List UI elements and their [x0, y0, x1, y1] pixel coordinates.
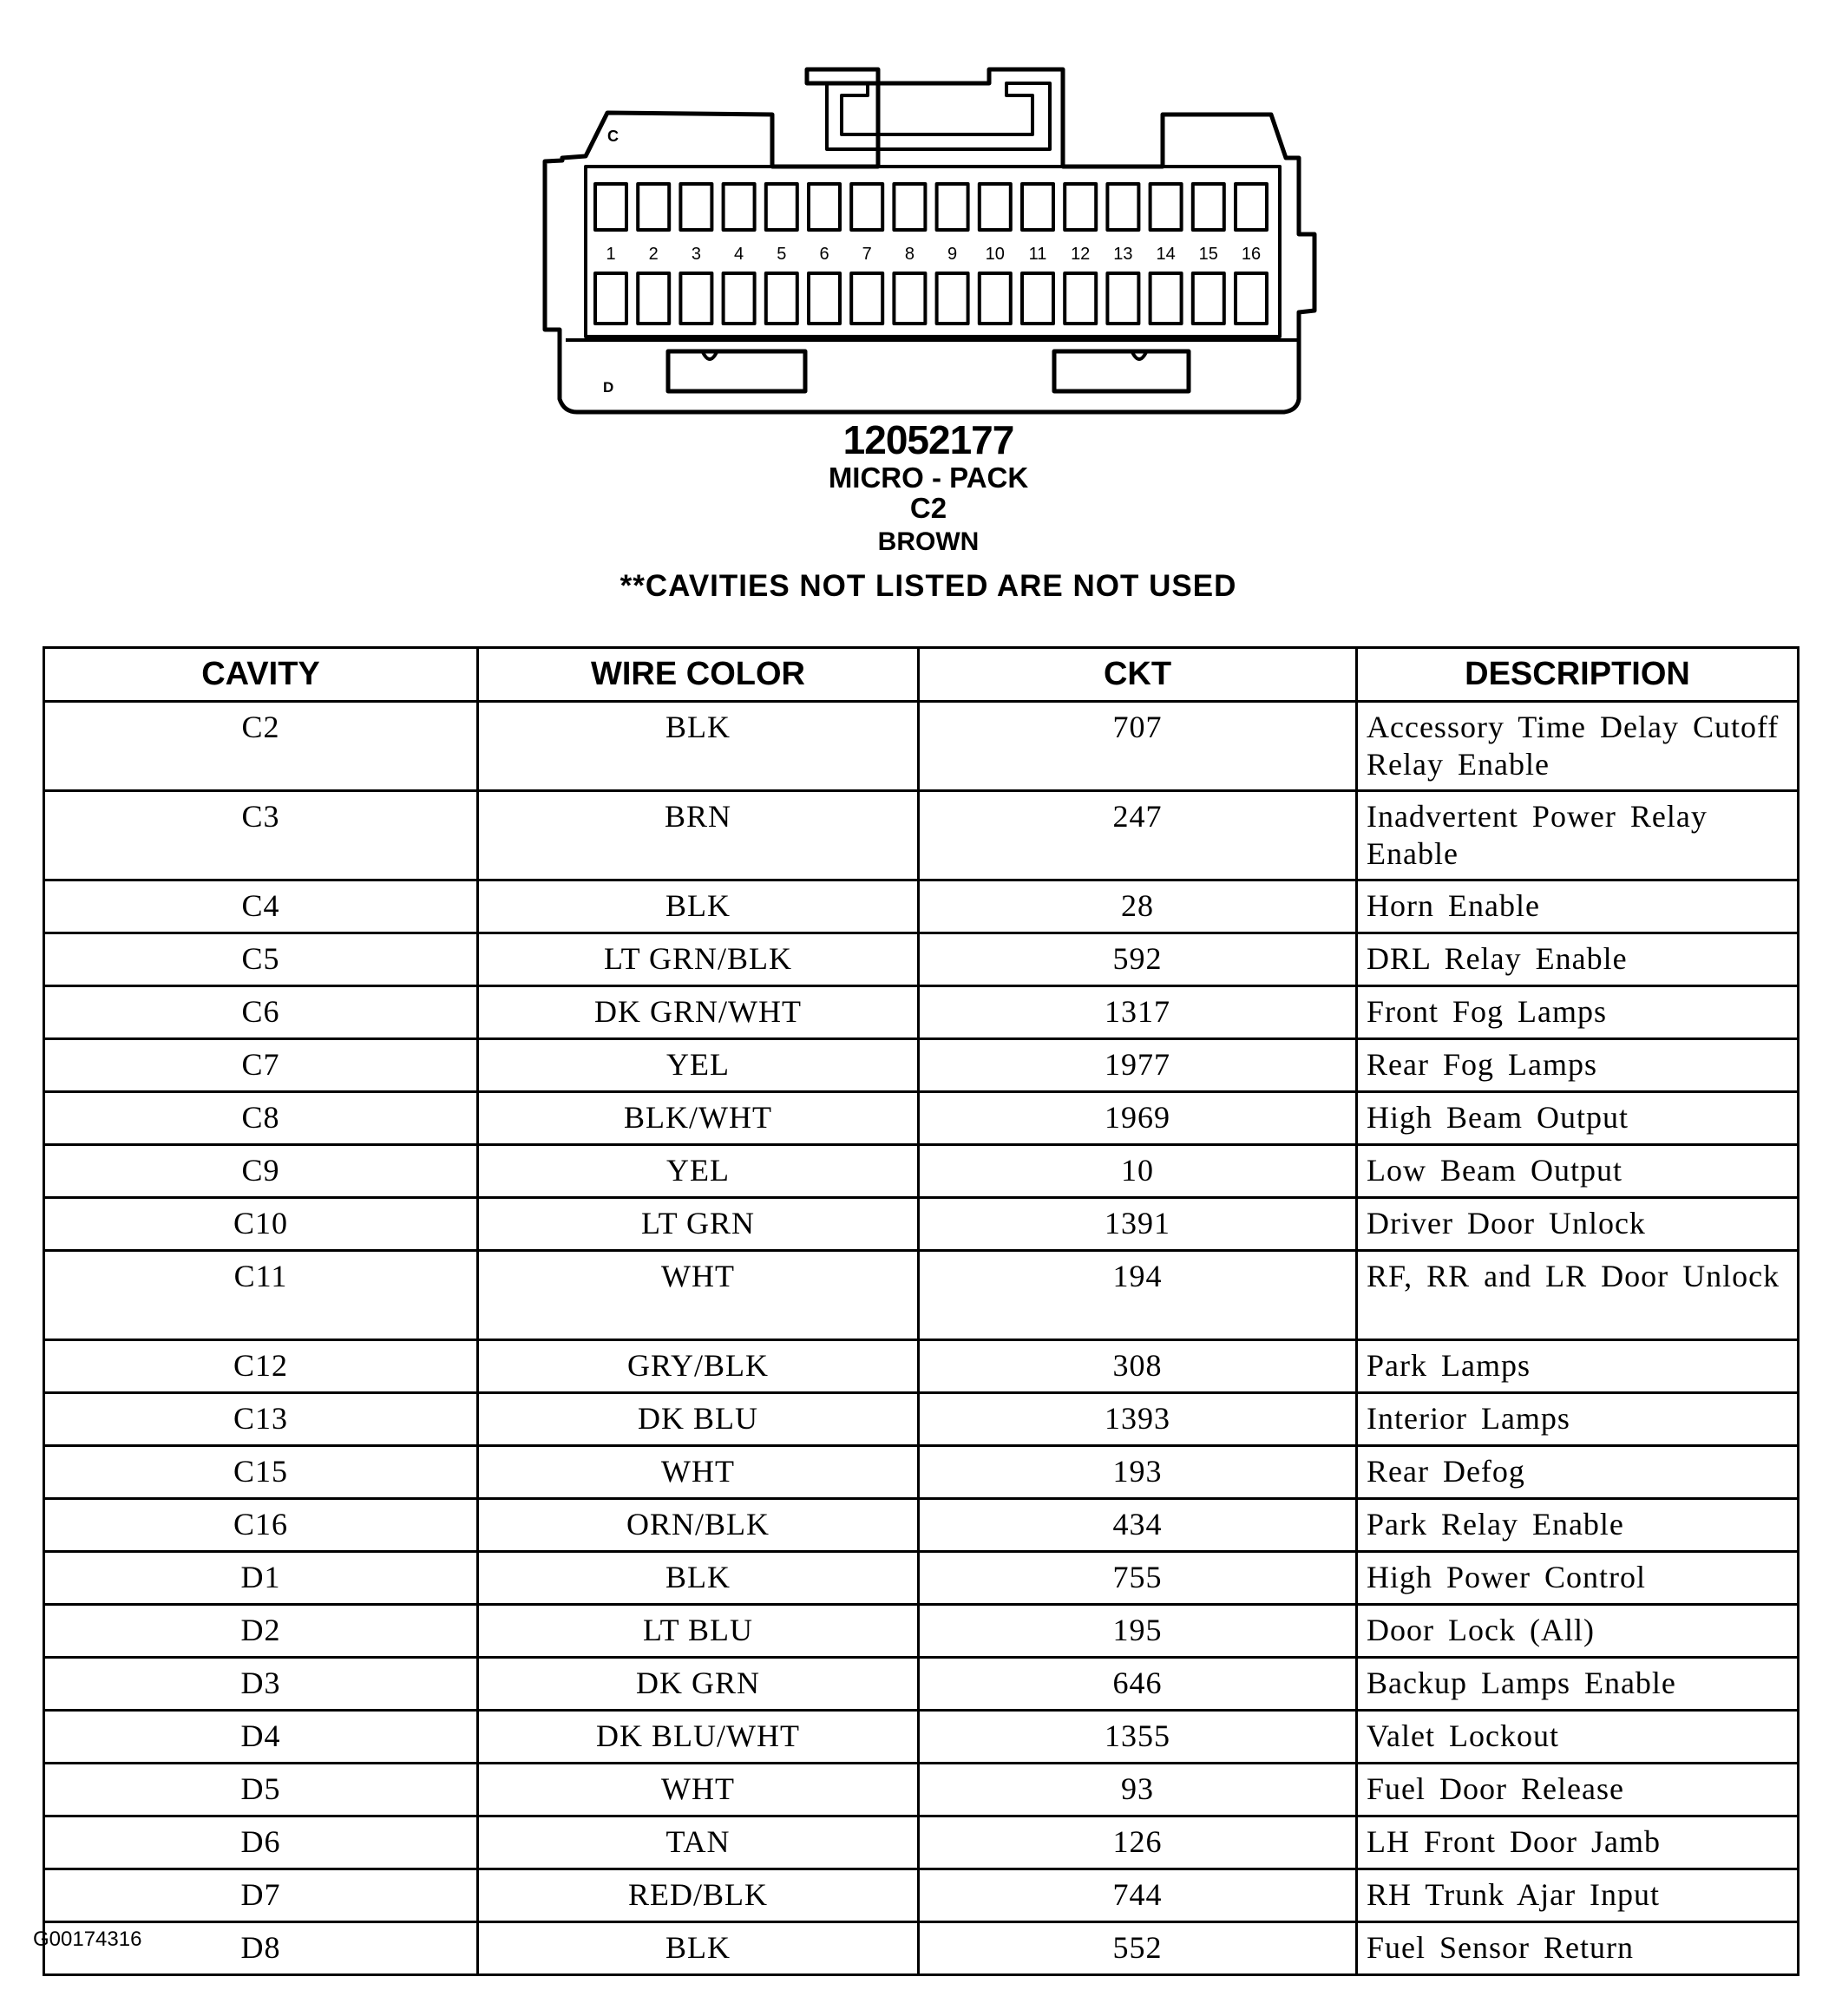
cell-wire-color: WHT [478, 1764, 919, 1816]
cavity-number-9: 9 [947, 245, 958, 264]
figure-id: G00174316 [33, 1928, 142, 1951]
cell-ckt: 247 [919, 791, 1357, 880]
table-row [44, 1552, 1799, 1605]
cell-cavity: D7 [44, 1869, 478, 1922]
cell-description: DRL Relay Enable [1357, 933, 1799, 986]
cavity-d11 [1022, 273, 1053, 324]
cell-cavity: C5 [44, 933, 478, 986]
cavity-c11 [1022, 184, 1053, 230]
table-row [44, 1039, 1799, 1092]
cavity-number-10: 10 [985, 245, 1005, 264]
table-row [44, 933, 1799, 986]
cell-ckt: 1977 [919, 1039, 1357, 1092]
table-row [44, 1145, 1799, 1198]
cavity-number-12: 12 [1071, 245, 1091, 264]
cell-wire-color: ORN/BLK [478, 1499, 919, 1552]
cell-cavity: C10 [44, 1198, 478, 1251]
cell-ckt: 707 [919, 702, 1357, 791]
cell-description: Fuel Sensor Return [1357, 1922, 1799, 1975]
cell-ckt: 1317 [919, 986, 1357, 1039]
row-c-label: C [607, 128, 619, 145]
cavity-row-d [595, 273, 1267, 324]
cell-wire-color: DK BLU [478, 1393, 919, 1446]
cell-ckt: 646 [919, 1658, 1357, 1711]
cavity-c16 [1236, 184, 1267, 230]
cell-cavity: C6 [44, 986, 478, 1039]
cell-ckt: 1969 [919, 1092, 1357, 1145]
cavity-number-labels [606, 245, 1261, 264]
cell-ckt: 1355 [919, 1711, 1357, 1764]
cavity-c13 [1107, 184, 1138, 230]
connector-color: BROWN [877, 527, 980, 556]
cell-description: Accessory Time Delay Cutoff Relay Enable [1357, 702, 1799, 791]
cavity-c7 [851, 184, 882, 230]
cell-description: Horn Enable [1357, 880, 1799, 933]
cell-cavity: C8 [44, 1092, 478, 1145]
cavity-number-13: 13 [1113, 245, 1133, 264]
table-row [44, 791, 1799, 880]
cavity-number-1: 1 [606, 245, 616, 264]
cell-cavity: C16 [44, 1499, 478, 1552]
cell-wire-color: DK GRN [478, 1658, 919, 1711]
cavity-number-8: 8 [904, 245, 914, 264]
table-row [44, 1340, 1799, 1393]
cavity-d9 [937, 273, 968, 324]
cavity-number-15: 15 [1198, 245, 1218, 264]
cell-ckt: 592 [919, 933, 1357, 986]
part-number: 12052177 [842, 417, 1014, 462]
table-row [44, 702, 1799, 791]
cell-ckt: 1391 [919, 1198, 1357, 1251]
cell-description: High Power Control [1357, 1552, 1799, 1605]
cavity-d10 [980, 273, 1011, 324]
cell-wire-color: YEL [478, 1039, 919, 1092]
pinout-table [43, 646, 1800, 1976]
table-row [44, 1198, 1799, 1251]
cell-description: Fuel Door Release [1357, 1764, 1799, 1816]
table-row [44, 1393, 1799, 1446]
cavity-d7 [851, 273, 882, 324]
cavity-d12 [1065, 273, 1096, 324]
row-d-label: D [603, 379, 614, 396]
cavity-number-3: 3 [691, 245, 701, 264]
cavity-number-11: 11 [1028, 245, 1047, 264]
cavity-c15 [1193, 184, 1224, 230]
table-row [44, 1092, 1799, 1145]
cell-wire-color: BLK/WHT [478, 1092, 919, 1145]
cell-description: Front Fog Lamps [1357, 986, 1799, 1039]
cell-wire-color: TAN [478, 1816, 919, 1869]
cavity-d4 [724, 273, 755, 324]
table-row [44, 1658, 1799, 1711]
cell-cavity: D1 [44, 1552, 478, 1605]
cavity-d6 [809, 273, 840, 324]
cavity-number-5: 5 [777, 245, 787, 264]
cavity-c3 [680, 184, 711, 230]
cell-wire-color: BLK [478, 880, 919, 933]
table-row [44, 986, 1799, 1039]
cell-wire-color: YEL [478, 1145, 919, 1198]
cell-ckt: 126 [919, 1816, 1357, 1869]
cell-wire-color: BRN [478, 791, 919, 880]
cell-description: Inadvertent Power Relay Enable [1357, 791, 1799, 880]
cell-description: RH Trunk Ajar Input [1357, 1869, 1799, 1922]
cavity-number-6: 6 [819, 245, 829, 264]
cell-description: Rear Defog [1357, 1446, 1799, 1499]
cavity-d8 [894, 273, 925, 324]
cell-ckt: 195 [919, 1605, 1357, 1658]
cavity-number-14: 14 [1156, 245, 1176, 264]
cell-cavity: C2 [44, 702, 478, 791]
cell-ckt: 194 [919, 1251, 1357, 1340]
table-row [44, 1816, 1799, 1869]
cell-ckt: 552 [919, 1922, 1357, 1975]
cell-ckt: 755 [919, 1552, 1357, 1605]
cavity-number-4: 4 [734, 245, 744, 264]
header-wire-color: WIRE COLOR [478, 648, 919, 702]
cell-wire-color: DK GRN/WHT [478, 986, 919, 1039]
cell-cavity: C13 [44, 1393, 478, 1446]
cavity-number-16: 16 [1241, 245, 1262, 264]
cell-ckt: 434 [919, 1499, 1357, 1552]
cavity-d15 [1193, 273, 1224, 324]
cell-wire-color: BLK [478, 1922, 919, 1975]
cell-ckt: 1393 [919, 1393, 1357, 1446]
cell-cavity: C15 [44, 1446, 478, 1499]
cell-cavity: D5 [44, 1764, 478, 1816]
table-row [44, 1869, 1799, 1922]
cell-description: Door Lock (All) [1357, 1605, 1799, 1658]
cell-description: Backup Lamps Enable [1357, 1658, 1799, 1711]
cavity-c9 [937, 184, 968, 230]
header-description: DESCRIPTION [1357, 648, 1799, 702]
cavity-c12 [1065, 184, 1096, 230]
cell-cavity: D6 [44, 1816, 478, 1869]
cell-wire-color: LT GRN [478, 1198, 919, 1251]
cell-cavity: C12 [44, 1340, 478, 1393]
cell-wire-color: BLK [478, 1552, 919, 1605]
cell-ckt: 10 [919, 1145, 1357, 1198]
cell-wire-color: WHT [478, 1446, 919, 1499]
cavity-c5 [766, 184, 797, 230]
cell-description: Rear Fog Lamps [1357, 1039, 1799, 1092]
cell-wire-color: WHT [478, 1251, 919, 1340]
cell-cavity: C11 [44, 1251, 478, 1340]
cell-cavity: C9 [44, 1145, 478, 1198]
table-header-row [44, 648, 1799, 702]
cell-wire-color: RED/BLK [478, 1869, 919, 1922]
cell-description: High Beam Output [1357, 1092, 1799, 1145]
table-row [44, 1711, 1799, 1764]
cavities-note: **CAVITIES NOT LISTED ARE NOT USED [620, 569, 1237, 603]
cell-description: Low Beam Output [1357, 1145, 1799, 1198]
connector-drawing [0, 0, 1829, 434]
cell-cavity: D8 [44, 1922, 478, 1975]
cell-wire-color: GRY/BLK [478, 1340, 919, 1393]
cell-description: RF, RR and LR Door Unlock [1357, 1251, 1799, 1340]
cell-ckt: 28 [919, 880, 1357, 933]
table-row [44, 1446, 1799, 1499]
cavity-d2 [638, 273, 669, 324]
cell-ckt: 193 [919, 1446, 1357, 1499]
header-cavity: CAVITY [44, 648, 478, 702]
cavity-number-2: 2 [648, 245, 659, 264]
cavity-d5 [766, 273, 797, 324]
table-row [44, 1251, 1799, 1340]
cell-description: LH Front Door Jamb [1357, 1816, 1799, 1869]
cavity-d16 [1236, 273, 1267, 324]
cell-wire-color: LT GRN/BLK [478, 933, 919, 986]
cavity-d3 [680, 273, 711, 324]
cell-description: Driver Door Unlock [1357, 1198, 1799, 1251]
cavity-c6 [809, 184, 840, 230]
cell-description: Park Lamps [1357, 1340, 1799, 1393]
cell-description: Park Relay Enable [1357, 1499, 1799, 1552]
cavity-d14 [1150, 273, 1182, 324]
table-row [44, 1922, 1799, 1975]
cell-description: Valet Lockout [1357, 1711, 1799, 1764]
cavity-number-7: 7 [862, 245, 872, 264]
cell-ckt: 93 [919, 1764, 1357, 1816]
cavity-c10 [980, 184, 1011, 230]
cavity-c2 [638, 184, 669, 230]
connector-housing [545, 69, 1314, 412]
cell-cavity: C7 [44, 1039, 478, 1092]
cell-cavity: D2 [44, 1605, 478, 1658]
cell-cavity: D4 [44, 1711, 478, 1764]
cavity-d13 [1107, 273, 1138, 324]
cell-cavity: C3 [44, 791, 478, 880]
cavity-c14 [1150, 184, 1182, 230]
table-row [44, 1764, 1799, 1816]
cavity-d1 [595, 273, 626, 324]
cell-wire-color: LT BLU [478, 1605, 919, 1658]
cavity-c8 [894, 184, 925, 230]
connector-type: MICRO - PACK [828, 461, 1029, 494]
table-row [44, 1605, 1799, 1658]
cavity-row-c [595, 184, 1267, 230]
cell-cavity: D3 [44, 1658, 478, 1711]
table-row [44, 880, 1799, 933]
cell-wire-color: DK BLU/WHT [478, 1711, 919, 1764]
header-ckt: CKT [919, 648, 1357, 702]
cavity-c4 [724, 184, 755, 230]
cell-ckt: 744 [919, 1869, 1357, 1922]
cell-wire-color: BLK [478, 702, 919, 791]
table-row [44, 1499, 1799, 1552]
cell-ckt: 308 [919, 1340, 1357, 1393]
cell-cavity: C4 [44, 880, 478, 933]
connector-id: C2 [909, 492, 947, 524]
cavity-c1 [595, 184, 626, 230]
cell-description: Interior Lamps [1357, 1393, 1799, 1446]
